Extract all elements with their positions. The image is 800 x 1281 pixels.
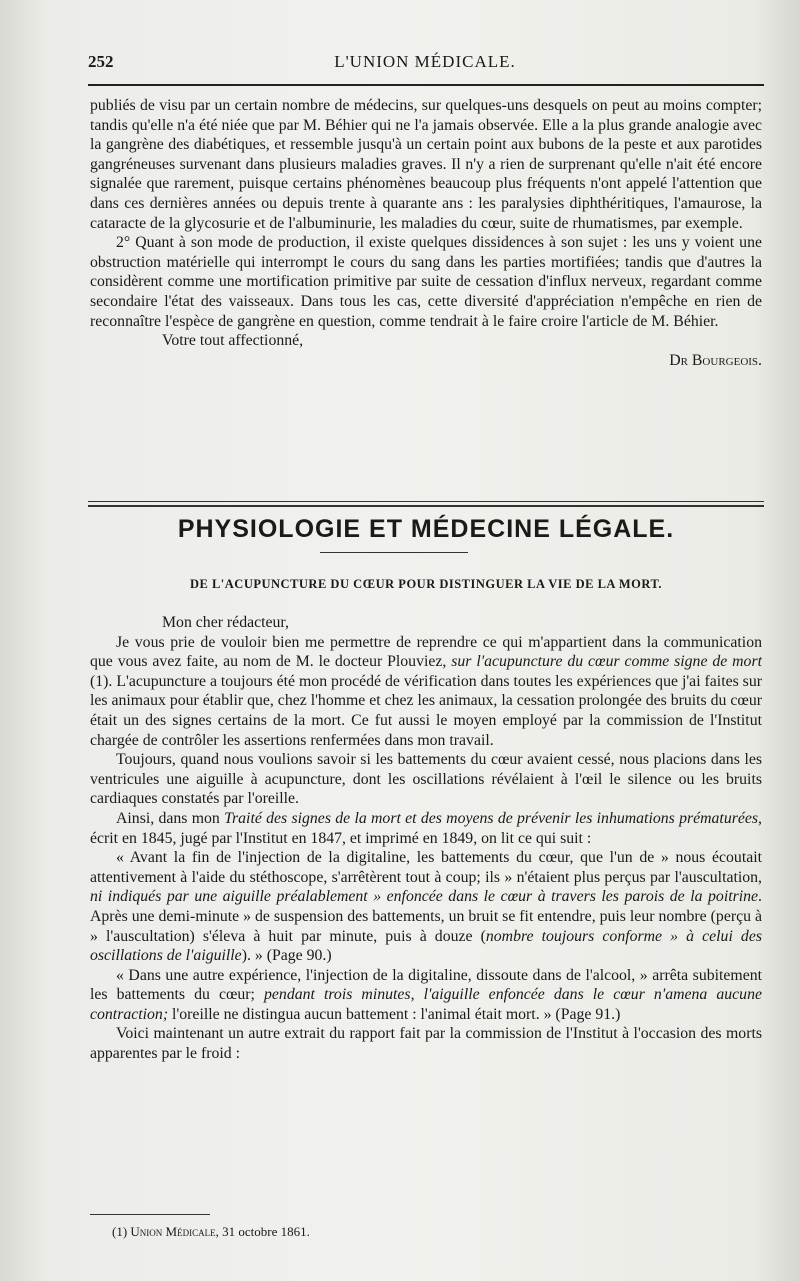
section-divider-thin [88, 501, 764, 502]
q1-text-a: « Avant la fin de l'injection de la digitaline, les battements du cœur, que l'un de » nous écoutait attentivement à l'aide du stéthoscope, s'arrêtèrent tout à coup; ils » n'étaient plus perçus par l'auscultation, [90, 849, 762, 886]
q2-italic: pendant trois minutes, l'aiguille enfoncée dans le cœur n'amena aucune contraction; [90, 986, 762, 1023]
p1-text-b: (1). L'acupuncture a toujours été mon procédé de vérification dans toutes les expériences que j'ai faites sur les animaux pour établir que, chez l'homme et chez les animaux, la cessation prolongée des bruits du cœur était un des signes certains de la mort. Ce fut aussi le moyen employé par la commission de l'Institut chargée de contrôler les assertions renfermées dans mon travail. [90, 672, 762, 749]
q2-text-b: l'oreille ne distingua aucun battement : l'animal était mort. » (Page 91.) [168, 1005, 621, 1023]
section-title: PHYSIOLOGIE ET MÉDECINE LÉGALE. [177, 515, 675, 543]
q1-text-b: . Après une demi-minute » de suspension des battements, un bruit se fit entendre, puis leur nombre (perçu à » l'auscultation) s'éleva à huit par minute, puis à douze ( [90, 888, 762, 945]
p3-italic: Traité des signes de la mort et des moyens de prévenir les inhumations prématurées [224, 809, 759, 827]
article-paragraph-1 [90, 633, 762, 751]
article-paragraph-3 [90, 809, 762, 848]
p3-text-a: Ainsi, dans mon [116, 809, 225, 827]
salutation: Mon cher rédacteur, [162, 614, 289, 631]
footnote-source: Union Médicale, [130, 1224, 219, 1239]
footnote-rule [90, 1214, 210, 1215]
footnote-date: 31 octobre 1861. [222, 1224, 310, 1239]
p1-italic: sur l'acupuncture du cœur comme signe de mort [451, 653, 762, 671]
letter-paragraph-1: publiés de visu par un certain nombre de médecins, sur quelques-uns desquels on peut au moins compter; tandis qu'elle n'a été niée que par M. Béhier qui ne l'a jamais observée. Elle a la plus grande analogie avec la gangrène des diabétiques, et ressemble jusqu'à un certain point aux bubons de la peste et aux parotides gangréneuses survenant dans plusieurs maladies graves. Il n'y a rien de surprenant qu'elle n'ait été encore signalée que rarement, puisque certains phénomènes beaucoup plus fréquents n'ont appelé l'attention que dans ces dernières années ou depuis trente à quarante ans : les paralysies diphthéritiques, l'amaurose, la cataracte de la glycosurie et de l'albuminurie, les maladies du cœur, suite de rhumatismes, par exemple. [90, 97, 762, 232]
quote-2 [90, 966, 762, 1025]
p1-text-a: Je vous prie de vouloir bien me permettre de reprendre ce qui m'appartient dans la communication que vous avez faite, au nom de M. le docteur Plouviez, [90, 633, 762, 671]
title-underline [320, 552, 468, 553]
page-header [88, 52, 762, 78]
page-number: 252 [88, 52, 114, 71]
letter-paragraph-2: 2° Quant à son mode de production, il existe quelques dissidences à son sujet : les uns y voient une obstruction matérielle qui interrompt le cours du sang dans les parties mortifiées; tandis que d'autres la considèrent comme une mortification primitive par suite de cessation d'influx nerveux, regardant comme secondaire l'état des vaisseaux. Dans tous les cas, cette diversité d'appréciation n'empêche en rien de reconnaître l'espèce de gangrène en question, comme tendrait à le faire croire l'article de M. Béhier. [90, 234, 762, 330]
q1-italic-2: nombre toujours conforme » à celui des oscillations de l'aiguille [90, 927, 762, 965]
q1-italic: ni indiqués par une aiguille préalablement » enfoncée dans le cœur à travers les parois de la poitrine [90, 888, 759, 906]
quote-1 [90, 848, 762, 966]
q2-text-a: « Dans une autre expérience, l'injection de la digitaline, dissoute dans de l'alcool, » arrêta subitement les battements du cœur; [90, 966, 762, 1004]
section-divider-thick [88, 505, 764, 507]
footnote-marker: (1) [112, 1224, 128, 1239]
letter-signature: Dr Bourgeois. [669, 351, 762, 369]
article-subtitle: DE L'ACUPUNCTURE DU CŒUR POUR DISTINGUER LA VIE DE LA MORT. [189, 577, 663, 591]
article-paragraph-4: Voici maintenant un autre extrait du rapport fait par la commission de l'Institut à l'occasion des morts apparentes par le froid : [90, 1025, 762, 1063]
article-body [90, 613, 762, 1064]
letter-bourgeois [90, 96, 762, 370]
p3-text-b: , écrit en 1845, jugé par l'Institut en 1847, et imprimé en 1849, on lit ce qui suit : [90, 809, 762, 847]
header-rule [88, 84, 764, 86]
footnote [112, 1224, 310, 1240]
article-paragraph-2: Toujours, quand nous voulions savoir si les battements du cœur avaient cessé, nous placions dans les ventricules une aiguille à acupuncture, dont les oscillations révélaient à l'œil le silence ou les bruits cardiaques constatés par l'oreille. [90, 751, 762, 808]
letter-closing: Votre tout affectionné, [162, 332, 304, 350]
q1-text-c: ). » (Page 90.) [241, 947, 332, 965]
running-head: L'UNION MÉDICALE. [334, 52, 516, 71]
